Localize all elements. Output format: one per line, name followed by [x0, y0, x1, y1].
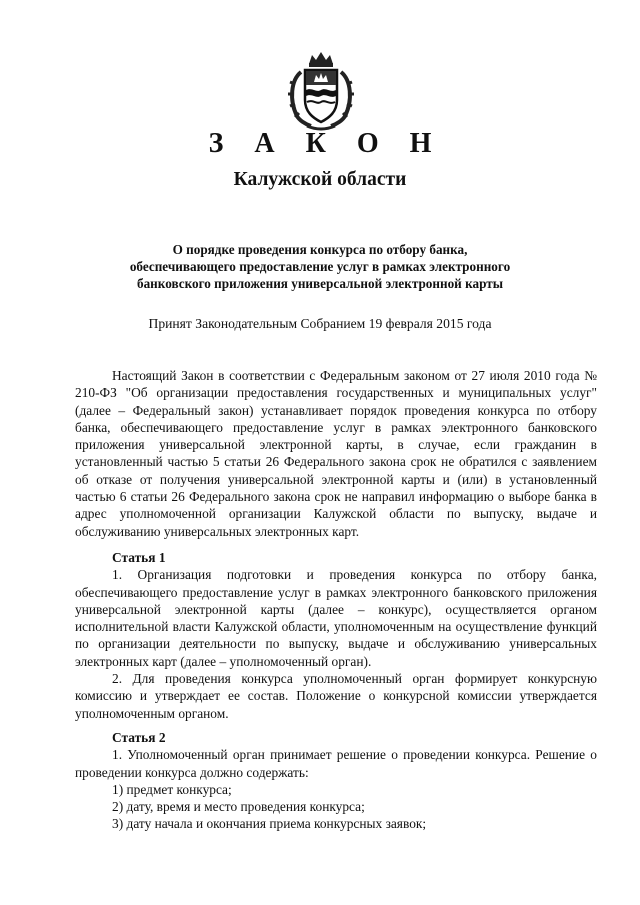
article-heading: Статья 2 — [112, 730, 166, 745]
kaluga-coat-of-arms-emblem — [285, 50, 357, 134]
subject-line: обеспечивающего предоставление услуг в рамках электронного — [129, 259, 511, 275]
preamble-paragraph: Настоящий Закон в соответствии с Федеральным законом от 27 июля 2010 года № 210-ФЗ "Об организации предоставления государственных и муниципальных услуг" (далее – Федеральный закон) устанавливает порядок проведения конкурса по отбору банка, обеспечивающего предоставление услуг в рамках электронного банковского приложения универсальной электронной карты, в случае, если гражданин в установленный частью 5 статьи 26 Федерального закона срок не обратился с заявлением об отказе от получения универсальной электронной карты и (или) в установленный частью 6 статьи 26 Федерального закона срок не направил информацию о выборе банка в адрес уполномоченной организации Калужской области по выпуску, выдаче и обслуживанию универсальных электронных карт. — [75, 368, 597, 539]
article-paragraph: 2. Для проведения конкурса уполномоченный орган формирует конкурсную комиссию и утверждает ее состав. Положение о конкурсной комиссии утверждается уполномоченным органом. — [75, 671, 597, 721]
list-item: 3) дату начала и окончания приема конкурсных заявок; — [112, 816, 427, 832]
law-title: З А К О Н — [208, 128, 444, 159]
law-region: Калужской области — [233, 169, 407, 190]
subject-line: О порядке проведения конкурса по отбору банка, — [172, 242, 468, 257]
list-item: 2) дату, время и место проведения конкурса; — [112, 799, 365, 815]
article-1 — [75, 549, 597, 722]
preamble — [75, 367, 597, 540]
article-paragraph: 1. Уполномоченный орган принимает решение о проведении конкурса. Решение о проведении конкурса должно содержать: — [75, 747, 597, 780]
article-2 — [75, 729, 597, 833]
subject-line: банковского приложения универсальной электронной карты — [136, 276, 504, 292]
adoption-date-line: Принят Законодательным Собранием 19 февраля 2015 года — [148, 316, 492, 331]
list-item: 1) предмет конкурса; — [112, 781, 232, 797]
law-subject — [90, 241, 550, 293]
article-heading: Статья 1 — [112, 550, 166, 565]
article-paragraph: 1. Организация подготовки и проведения конкурса по отбору банка, обеспечивающего предоставление услуг в рамках электронного банковского приложения универсальной электронной карты (далее – конкурс), осуществляется органом исполнительной власти Калужской области, уполномоченным на осуществление функций по организации деятельности по выпуску, выдаче и обслуживанию универсальных электронных карт (далее – уполномоченный орган). — [75, 567, 597, 669]
